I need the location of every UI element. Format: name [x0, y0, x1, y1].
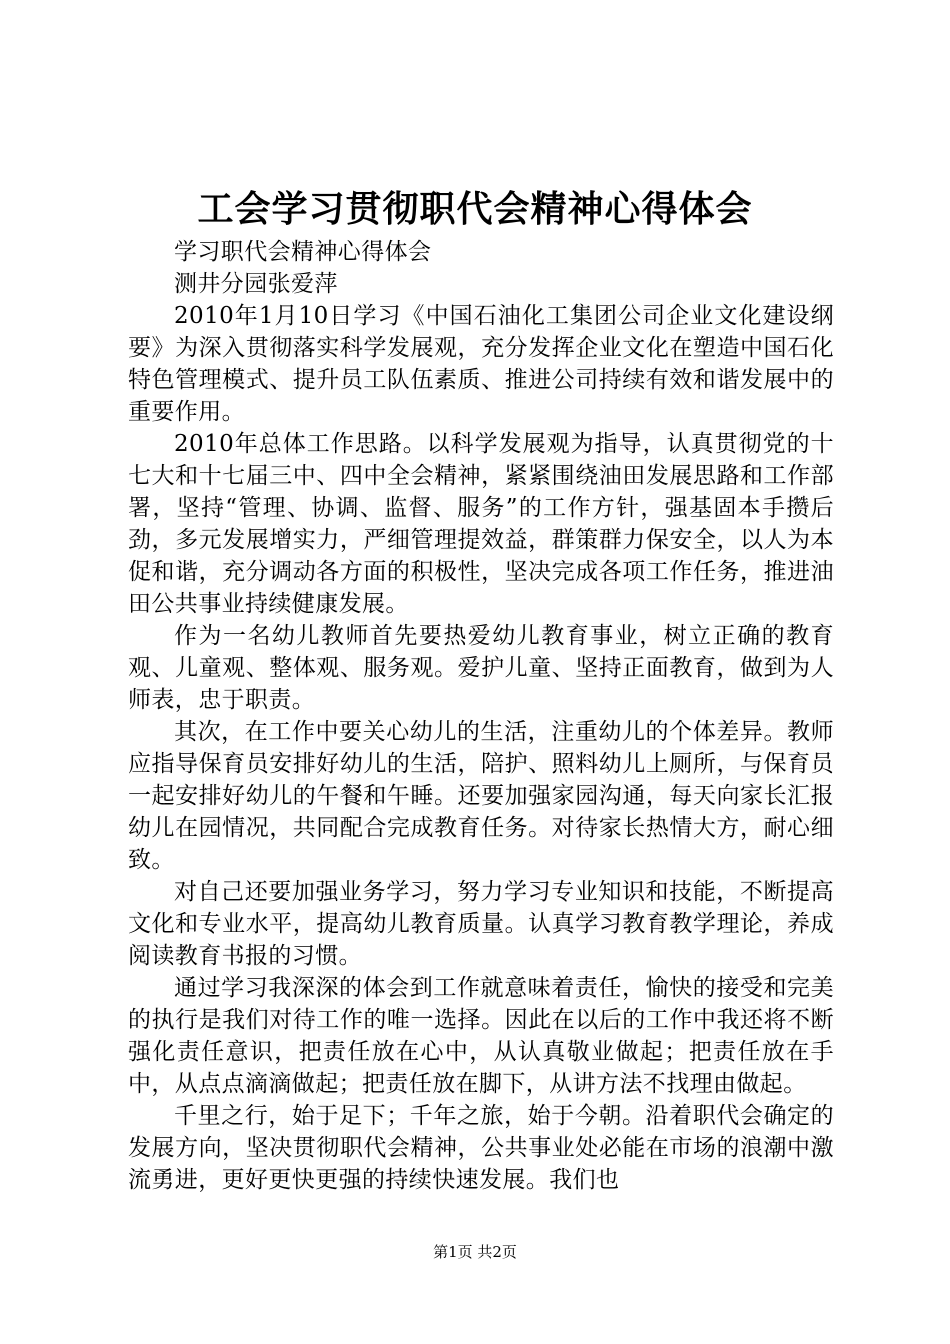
paragraph: 其次，在工作中要关心幼儿的生活，注重幼儿的个体差异。教师应指导保育员安排好幼儿的生活，陪护、照料幼儿上厕所，与保育员一起安排好幼儿的午餐和午睡。还要加强家园沟通，每天向家长汇报幼儿在园情况，共同配合完成教育任务。对待家长热情大方，耐心细致。 — [128, 719, 834, 873]
document-body — [128, 236, 834, 1196]
paragraph: 通过学习我深深的体会到工作就意味着责任，愉快的接受和完美的执行是我们对待工作的唯一选择。因此在以后的工作中我还将不断强化责任意识，把责任放在心中，从认真敬业做起；把责任放在手中，从点点滴滴做起；把责任放在脚下，从讲方法不找理由做起。 — [128, 975, 834, 1097]
paragraph: 作为一名幼儿教师首先要热爱幼儿教育事业，树立正确的教育观、儿童观、整体观、服务观。爱护儿童、坚持正面教育，做到为人师表，忠于职责。 — [128, 623, 834, 713]
paragraph: 千里之行，始于足下；千年之旅，始于今朝。沿着职代会确定的发展方向，坚决贯彻职代会精神，公共事业处必能在市场的浪潮中激流勇进，更好更快更强的持续快速发展。我们也 — [128, 1103, 834, 1193]
document-author: 测井分园张爱萍 — [174, 271, 338, 297]
paragraph: 2010年1月10日学习《中国石油化工集团公司企业文化建设纲要》为深入贯彻落实科学发展观，充分发挥企业文化在塑造中国石化特色管理模式、提升员工队伍素质、推进公司持续有效和谐发展中的重要作用。 — [128, 303, 834, 425]
document-title: 工会学习贯彻职代会精神心得体会 — [197, 188, 753, 230]
page-number-footer: 第1页 共2页 — [433, 1243, 517, 1261]
paragraph: 对自己还要加强业务学习，努力学习专业知识和技能，不断提高文化和专业水平，提高幼儿教育质量。认真学习教育教学理论，养成阅读教育书报的习惯。 — [128, 879, 834, 969]
document-subtitle: 学习职代会精神心得体会 — [174, 239, 432, 265]
paragraph: 2010年总体工作思路。以科学发展观为指导，认真贯彻党的十七大和十七届三中、四中全会精神，紧紧围绕油田发展思路和工作部署，坚持“管理、协调、监督、服务”的工作方针，强基固本手攒后劲，多元发展增实力，严细管理提效益，群策群力保安全，以人为本促和谐，充分调动各方面的积极性，坚决完成各项工作任务，推进油田公共事业持续健康发展。 — [128, 431, 834, 617]
